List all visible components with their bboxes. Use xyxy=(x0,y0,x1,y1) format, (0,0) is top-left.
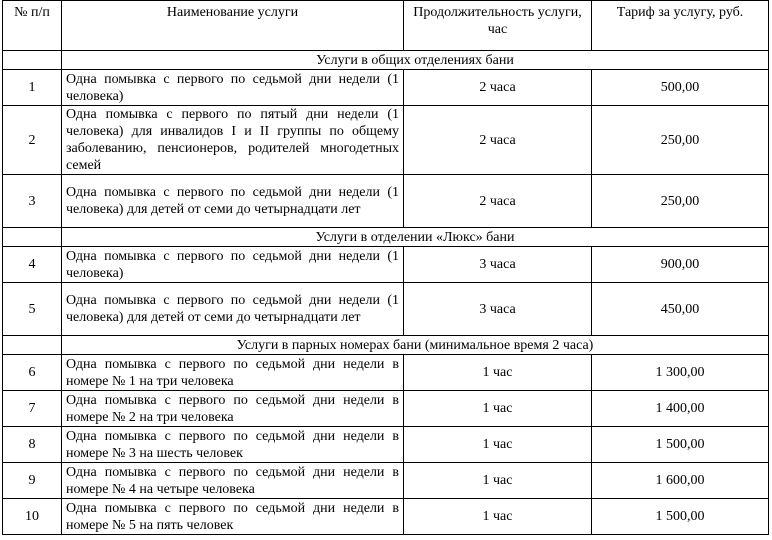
section-num-cell xyxy=(3,51,62,70)
header-tariff: Тариф за услугу, руб. xyxy=(592,1,769,51)
service-price: 500,00 xyxy=(592,70,769,106)
row-number: 2 xyxy=(3,106,62,175)
section-num-cell xyxy=(3,228,62,247)
service-duration: 2 часа xyxy=(404,70,592,106)
table-row xyxy=(3,427,769,463)
table-row xyxy=(3,175,769,228)
service-name: Одна помывка с первого по седьмой дни недели в номере № 5 на пять человек xyxy=(62,499,404,535)
table-body xyxy=(3,51,769,535)
service-duration: 2 часа xyxy=(404,175,592,228)
table-row xyxy=(3,391,769,427)
header-duration: Продолжительность услуги, час xyxy=(404,1,592,51)
row-number: 10 xyxy=(3,499,62,535)
table-row xyxy=(3,499,769,535)
table-row xyxy=(3,283,769,336)
table-row xyxy=(3,106,769,175)
table-row xyxy=(3,355,769,391)
service-price: 250,00 xyxy=(592,106,769,175)
row-number: 8 xyxy=(3,427,62,463)
service-price: 1 600,00 xyxy=(592,463,769,499)
service-price: 1 500,00 xyxy=(592,427,769,463)
row-number: 4 xyxy=(3,247,62,283)
service-price: 450,00 xyxy=(592,283,769,336)
service-name: Одна помывка с первого по седьмой дни недели (1 человека) для детей от семи до четырнадцати лет xyxy=(62,175,404,228)
service-name: Одна помывка с первого по седьмой дни недели в номере № 2 на три человека xyxy=(62,391,404,427)
service-duration: 2 часа xyxy=(404,106,592,175)
table-row xyxy=(3,70,769,106)
row-number: 9 xyxy=(3,463,62,499)
service-name: Одна помывка с первого по седьмой дни недели (1 человека) xyxy=(62,247,404,283)
service-price: 1 400,00 xyxy=(592,391,769,427)
section-row xyxy=(3,51,769,70)
service-name: Одна помывка с первого по седьмой дни недели в номере № 1 на три человека xyxy=(62,355,404,391)
table-row xyxy=(3,463,769,499)
section-title: Услуги в общих отделениях бани xyxy=(62,51,769,70)
row-number: 1 xyxy=(3,70,62,106)
service-price: 900,00 xyxy=(592,247,769,283)
service-price: 1 300,00 xyxy=(592,355,769,391)
service-name: Одна помывка с первого по седьмой дни недели (1 человека) для детей от семи до четырнадцати лет xyxy=(62,283,404,336)
service-duration: 1 час xyxy=(404,391,592,427)
service-duration: 3 часа xyxy=(404,283,592,336)
row-number: 3 xyxy=(3,175,62,228)
header-num: № п/п xyxy=(3,1,62,51)
service-name: Одна помывка с первого по седьмой дни недели (1 человека) xyxy=(62,70,404,106)
section-title: Услуги в отделении «Люкс» бани xyxy=(62,228,769,247)
row-number: 5 xyxy=(3,283,62,336)
section-num-cell xyxy=(3,336,62,355)
service-name: Одна помывка с первого по пятый дни недели (1 человека) для инвалидов I и II группы по общему заболеванию, пенсионеров, родителей многодетных семей xyxy=(62,106,404,175)
service-name: Одна помывка с первого по седьмой дни недели в номере № 3 на шесть человек xyxy=(62,427,404,463)
service-duration: 1 час xyxy=(404,427,592,463)
row-number: 7 xyxy=(3,391,62,427)
service-price: 250,00 xyxy=(592,175,769,228)
row-number: 6 xyxy=(3,355,62,391)
service-duration: 1 час xyxy=(404,463,592,499)
section-row xyxy=(3,228,769,247)
service-duration: 3 часа xyxy=(404,247,592,283)
tariff-table xyxy=(2,0,769,535)
service-duration: 1 час xyxy=(404,499,592,535)
service-name: Одна помывка с первого по седьмой дни недели в номере № 4 на четыре человека xyxy=(62,463,404,499)
header-row xyxy=(3,1,769,51)
service-duration: 1 час xyxy=(404,355,592,391)
section-row xyxy=(3,336,769,355)
service-price: 1 500,00 xyxy=(592,499,769,535)
header-name: Наименование услуги xyxy=(62,1,404,51)
section-title: Услуги в парных номерах бани (минимальное время 2 часа) xyxy=(62,336,769,355)
table-row xyxy=(3,247,769,283)
